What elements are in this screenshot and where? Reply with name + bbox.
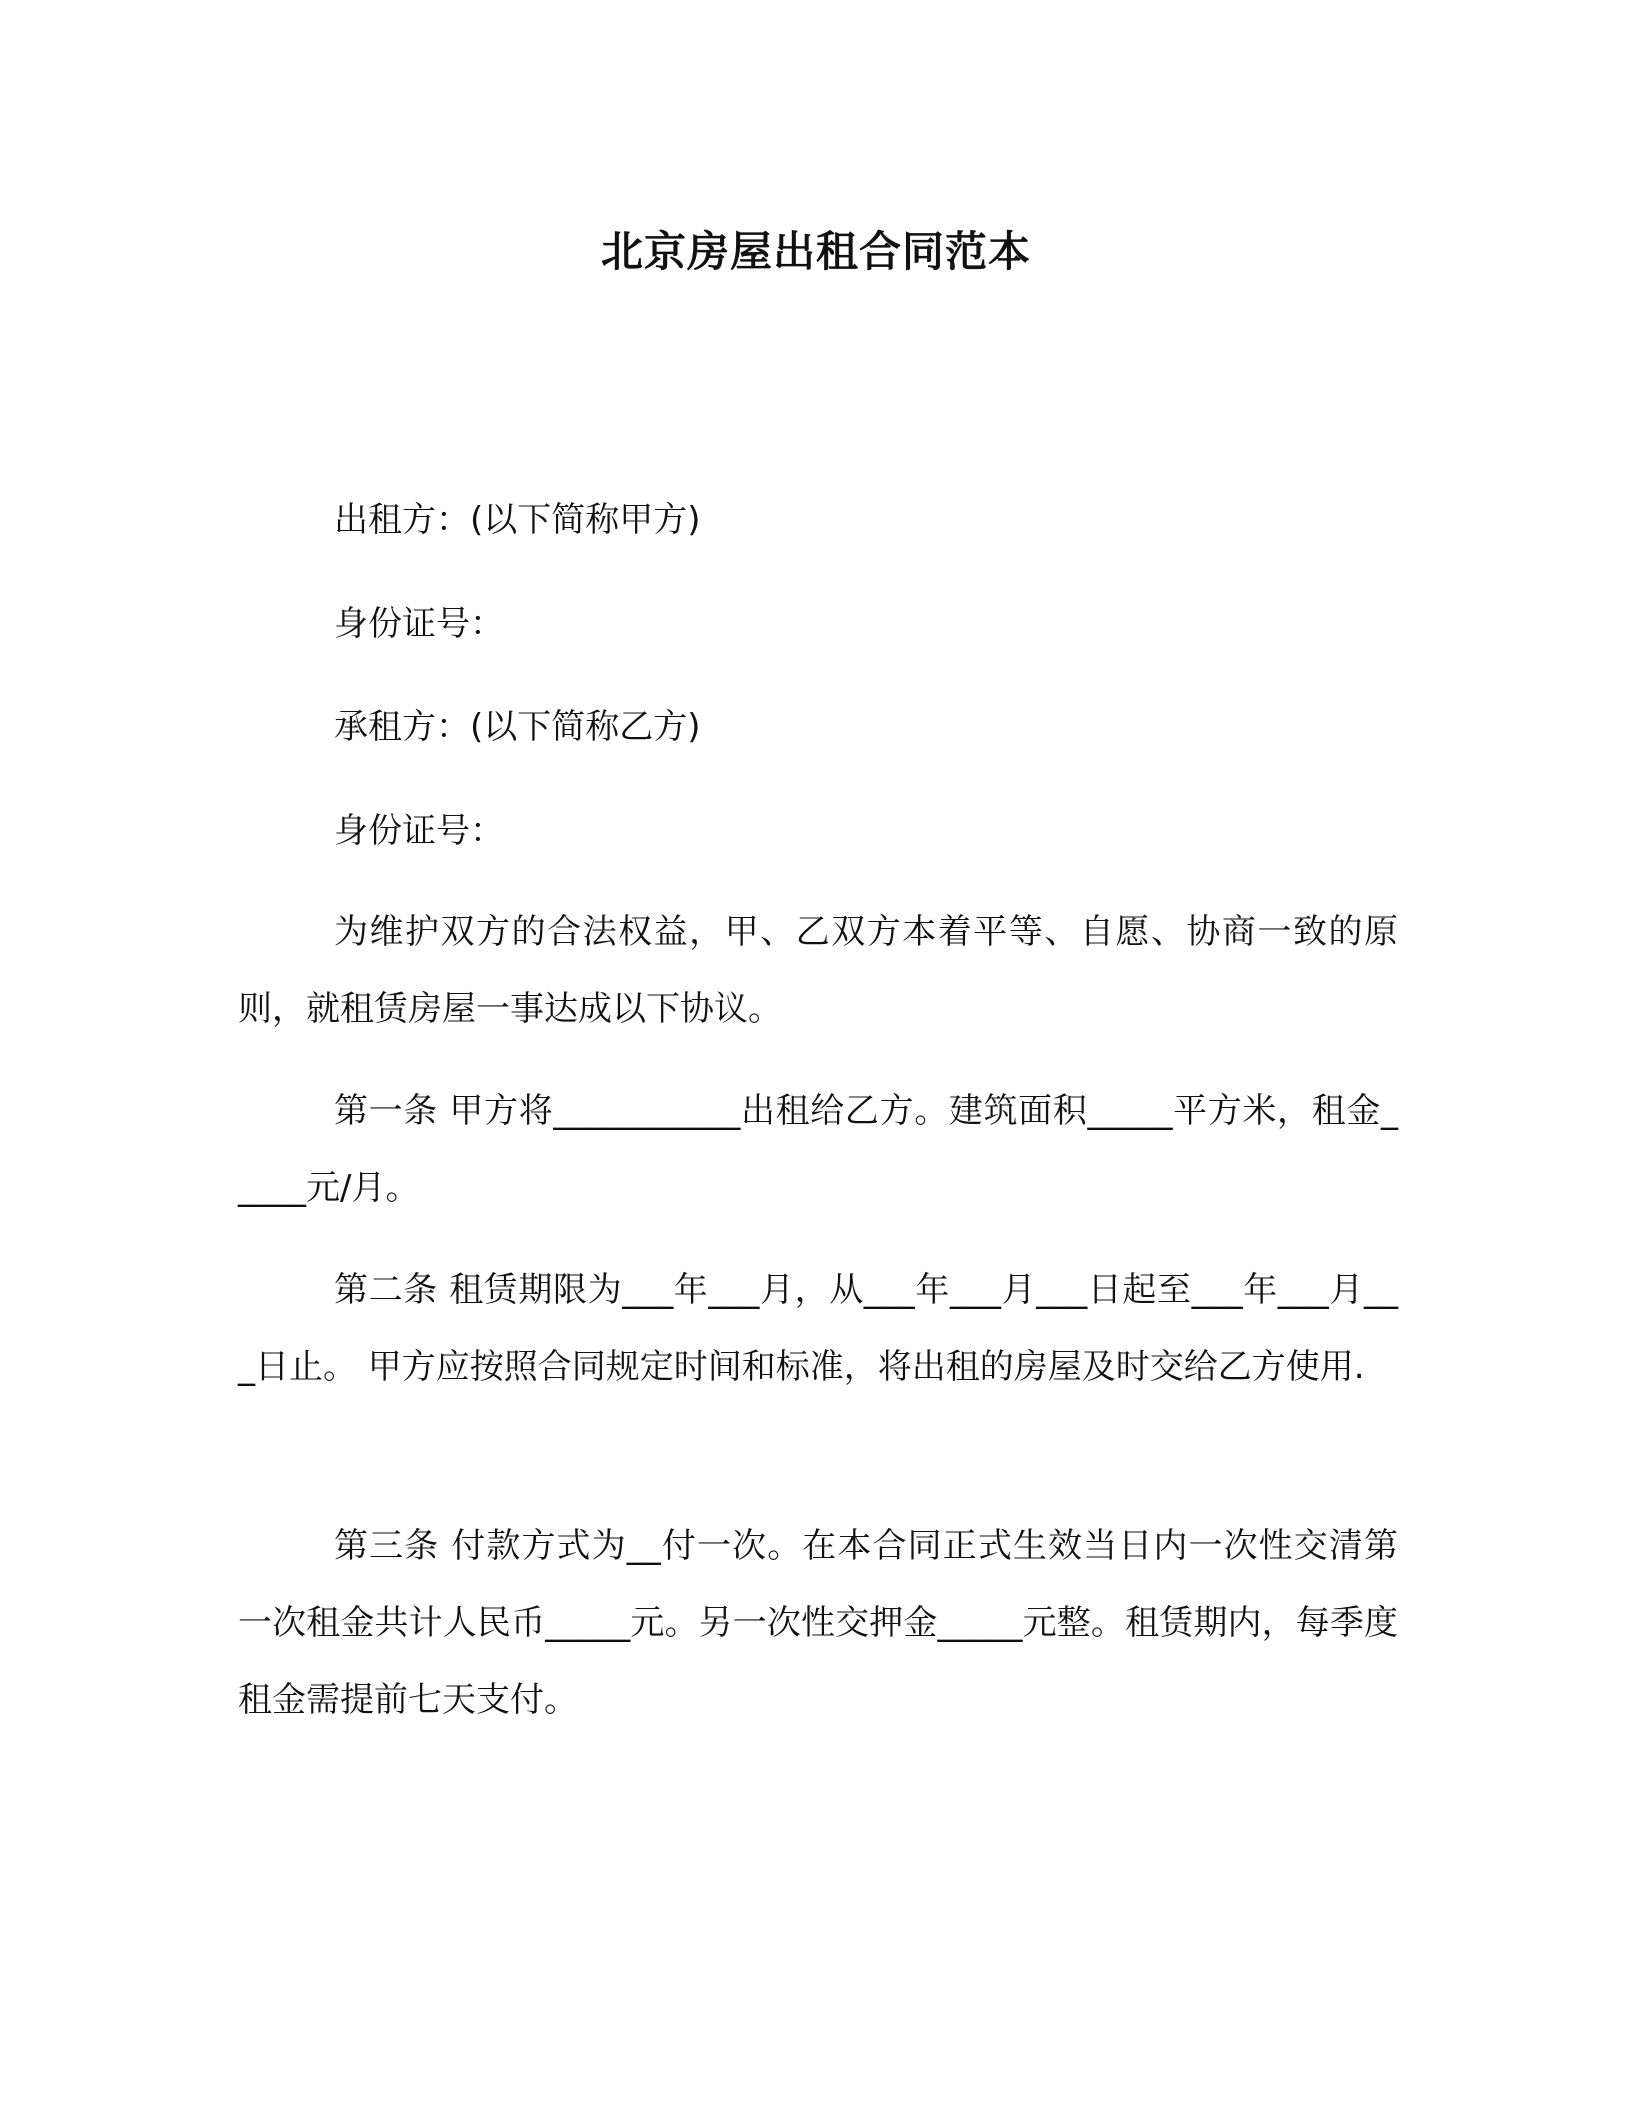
lessee-id-field: 身份证号： (334, 811, 504, 851)
lessor-id-field: 身份证号： (334, 604, 504, 644)
document-title: 北京房屋出租合同范本 (600, 227, 1031, 276)
article-one-paragraph: 第一条 甲方将___________出租给乙方。建筑面积_____平方米，租金_____元/月。 (238, 1091, 1398, 1208)
lessee-field: 承租方：(以下简称乙方) (334, 707, 701, 747)
intro-paragraph: 为维护双方的合法权益，甲、乙双方本着平等、自愿、协商一致的原则，就租赁房屋一事达成以下协议。 (238, 912, 1398, 1029)
article-two-paragraph: 第二条 租赁期限为___年___月，从___年___月___日起至___年___月___日止。 甲方应按照合同规定时间和标准，将出租的房屋及时交给乙方使用. (238, 1270, 1398, 1387)
lessor-field: 出租方：(以下简称甲方) (334, 500, 701, 540)
article-three-paragraph: 第三条 付款方式为__付一次。在本合同正式生效当日内一次性交清第一次租金共计人民币_____元。另一次性交押金_____元整。租赁期内，每季度租金需提前七天支付。 (238, 1526, 1398, 1720)
